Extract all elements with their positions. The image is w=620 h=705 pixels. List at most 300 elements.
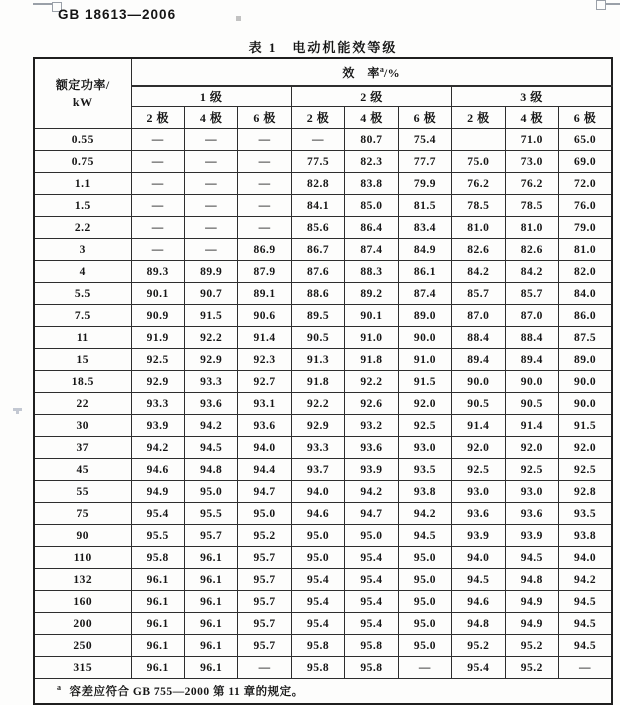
efficiency-cell: 95.2 (238, 525, 291, 547)
efficiency-cell: 94.5 (184, 437, 237, 459)
efficiency-cell: 81.0 (505, 217, 558, 239)
efficiency-cell: 95.4 (291, 591, 344, 613)
efficiency-cell: 95.0 (291, 547, 344, 569)
efficiency-cell: 93.3 (131, 393, 184, 415)
efficiency-cell: 95.8 (131, 547, 184, 569)
grade-3-header: 3 级 (452, 86, 612, 107)
power-cell: 1.5 (34, 195, 131, 217)
efficiency-cell: — (238, 129, 291, 151)
efficiency-cell: 82.0 (559, 261, 613, 283)
power-cell: 110 (34, 547, 131, 569)
efficiency-cell: 90.5 (505, 393, 558, 415)
efficiency-cell: 89.4 (505, 349, 558, 371)
pole-header: 6 极 (398, 107, 451, 129)
efficiency-cell: 86.0 (559, 305, 613, 327)
efficiency-cell: 94.2 (184, 415, 237, 437)
efficiency-cell: 94.9 (505, 591, 558, 613)
efficiency-cell: 90.6 (238, 305, 291, 327)
efficiency-cell: 96.1 (184, 635, 237, 657)
efficiency-cell: 95.7 (238, 635, 291, 657)
footnote-text: 容差应符合 GB 755—2000 第 11 章的规定。 (69, 686, 304, 698)
efficiency-cell: 95.2 (452, 635, 505, 657)
footnote-row (34, 679, 612, 705)
efficiency-cell: 78.5 (505, 195, 558, 217)
efficiency-cell: 95.8 (345, 635, 398, 657)
efficiency-cell: 96.1 (184, 613, 237, 635)
efficiency-cell: — (131, 151, 184, 173)
power-cell: 0.75 (34, 151, 131, 173)
efficiency-cell: 94.4 (238, 459, 291, 481)
efficiency-cell: 82.8 (291, 173, 344, 195)
efficiency-cell: 86.7 (291, 239, 344, 261)
efficiency-cell: 82.3 (345, 151, 398, 173)
efficiency-cell: 84.9 (398, 239, 451, 261)
efficiency-cell: 96.1 (131, 569, 184, 591)
efficiency-cell: 87.0 (505, 305, 558, 327)
efficiency-cell: — (238, 657, 291, 679)
table-row (34, 305, 612, 327)
efficiency-cell: 75.0 (452, 151, 505, 173)
efficiency-cell: 78.5 (452, 195, 505, 217)
efficiency-cell: 95.0 (291, 525, 344, 547)
efficiency-cell: 90.0 (452, 371, 505, 393)
efficiency-cell: 89.0 (398, 305, 451, 327)
efficiency-cell: 93.5 (398, 459, 451, 481)
efficiency-cell: 94.2 (131, 437, 184, 459)
table-body (34, 129, 612, 679)
efficiency-cell: 77.5 (291, 151, 344, 173)
power-cell: 55 (34, 481, 131, 503)
efficiency-cell: 96.1 (184, 547, 237, 569)
efficiency-cell: 95.4 (291, 613, 344, 635)
table-row (34, 217, 612, 239)
table-row (34, 129, 612, 151)
efficiency-cell: 94.6 (131, 459, 184, 481)
efficiency-cell: 93.9 (131, 415, 184, 437)
efficiency-cell: 92.9 (131, 371, 184, 393)
efficiency-cell: 91.0 (398, 349, 451, 371)
power-cell: 7.5 (34, 305, 131, 327)
efficiency-cell: 89.5 (291, 305, 344, 327)
efficiency-cell: 91.4 (238, 327, 291, 349)
power-header-line1: 额定功率/ (55, 78, 110, 93)
pole-header: 6 极 (559, 107, 613, 129)
efficiency-cell: 85.7 (505, 283, 558, 305)
efficiency-cell: — (184, 195, 237, 217)
efficiency-cell: 94.7 (345, 503, 398, 525)
pole-header: 4 极 (345, 107, 398, 129)
power-cell: 15 (34, 349, 131, 371)
efficiency-cell: 81.0 (559, 239, 613, 261)
efficiency-cell: 95.2 (505, 635, 558, 657)
efficiency-cell: 94.8 (452, 613, 505, 635)
power-cell: 11 (34, 327, 131, 349)
efficiency-cell: 83.8 (345, 173, 398, 195)
efficiency-cell: 90.1 (345, 305, 398, 327)
efficiency-cell: 81.0 (452, 217, 505, 239)
table-row (34, 327, 612, 349)
efficiency-cell: 93.6 (505, 503, 558, 525)
efficiency-cell: 87.5 (559, 327, 613, 349)
table-row (34, 415, 612, 437)
efficiency-cell: 95.0 (398, 547, 451, 569)
efficiency-cell: 65.0 (559, 129, 613, 151)
efficiency-table (33, 57, 613, 705)
efficiency-cell: 94.2 (398, 503, 451, 525)
efficiency-cell: 93.0 (452, 481, 505, 503)
efficiency-cell: 79.0 (559, 217, 613, 239)
efficiency-cell: 73.0 (505, 151, 558, 173)
table-row (34, 151, 612, 173)
efficiency-cell: 92.6 (345, 393, 398, 415)
registration-smudge-left-edge (13, 408, 22, 411)
table-row (34, 635, 612, 657)
efficiency-cell: 94.9 (505, 613, 558, 635)
efficiency-cell: — (131, 239, 184, 261)
efficiency-cell: 96.1 (184, 569, 237, 591)
efficiency-label: 效 率 (342, 65, 380, 80)
efficiency-cell: 95.0 (184, 481, 237, 503)
efficiency-cell: 82.6 (452, 239, 505, 261)
efficiency-footnote-ref: a (379, 64, 384, 74)
efficiency-cell: 72.0 (559, 173, 613, 195)
efficiency-cell: 84.0 (559, 283, 613, 305)
table-row (34, 481, 612, 503)
efficiency-cell: 88.4 (452, 327, 505, 349)
efficiency-cell: 76.2 (452, 173, 505, 195)
table-row (34, 195, 612, 217)
efficiency-cell: 95.7 (184, 525, 237, 547)
efficiency-cell: 92.5 (398, 415, 451, 437)
efficiency-cell: 96.1 (131, 613, 184, 635)
table-row (34, 657, 612, 679)
power-cell: 22 (34, 393, 131, 415)
efficiency-cell: — (238, 217, 291, 239)
efficiency-cell: 90.0 (559, 393, 613, 415)
efficiency-cell: 89.0 (559, 349, 613, 371)
efficiency-cell: 92.0 (559, 437, 613, 459)
efficiency-cell: 87.4 (398, 283, 451, 305)
efficiency-cell: 75.4 (398, 129, 451, 151)
efficiency-cell: 93.6 (345, 437, 398, 459)
power-cell: 30 (34, 415, 131, 437)
efficiency-cell: — (559, 657, 613, 679)
table-row (34, 569, 612, 591)
efficiency-cell: 80.7 (345, 129, 398, 151)
power-column-header (34, 58, 131, 129)
efficiency-cell: 87.6 (291, 261, 344, 283)
efficiency-cell: 88.4 (505, 327, 558, 349)
power-cell: 90 (34, 525, 131, 547)
table-row (34, 437, 612, 459)
efficiency-cell: 96.1 (131, 635, 184, 657)
efficiency-cell: — (398, 657, 451, 679)
footnote-cell (34, 679, 612, 705)
power-header-line2: kW (72, 94, 93, 109)
efficiency-cell: 85.7 (452, 283, 505, 305)
efficiency-cell: — (291, 129, 344, 151)
efficiency-cell: 94.9 (131, 481, 184, 503)
standard-number: GB 18613—2006 (58, 7, 177, 22)
efficiency-cell: 85.6 (291, 217, 344, 239)
efficiency-cell: 94.2 (345, 481, 398, 503)
efficiency-cell: 95.4 (345, 569, 398, 591)
efficiency-cell: 92.9 (291, 415, 344, 437)
table-row (34, 525, 612, 547)
efficiency-cell: 90.7 (184, 283, 237, 305)
efficiency-cell: 93.0 (505, 481, 558, 503)
crop-mark-top-right-square (596, 0, 606, 10)
pole-header: 4 极 (184, 107, 237, 129)
efficiency-cell: 90.5 (291, 327, 344, 349)
efficiency-cell: — (184, 151, 237, 173)
power-cell: 1.1 (34, 173, 131, 195)
efficiency-cell: 95.8 (291, 635, 344, 657)
efficiency-cell: 84.2 (505, 261, 558, 283)
efficiency-cell: 89.4 (452, 349, 505, 371)
efficiency-cell: 90.9 (131, 305, 184, 327)
efficiency-cell: 95.4 (345, 591, 398, 613)
efficiency-cell: — (184, 239, 237, 261)
efficiency-cell: 87.9 (238, 261, 291, 283)
efficiency-cell: 95.7 (238, 569, 291, 591)
efficiency-cell: 94.5 (452, 569, 505, 591)
efficiency-cell: 96.1 (184, 657, 237, 679)
efficiency-cell: 93.6 (238, 415, 291, 437)
efficiency-cell: 93.0 (398, 437, 451, 459)
efficiency-cell: 91.4 (505, 415, 558, 437)
efficiency-cell: 92.2 (184, 327, 237, 349)
table-row (34, 613, 612, 635)
grade-1-header: 1 级 (131, 86, 291, 107)
power-cell: 3 (34, 239, 131, 261)
efficiency-cell: 94.5 (559, 591, 613, 613)
power-cell: 2.2 (34, 217, 131, 239)
efficiency-cell: 93.8 (398, 481, 451, 503)
efficiency-cell: 92.8 (559, 481, 613, 503)
power-cell: 45 (34, 459, 131, 481)
efficiency-cell: 95.4 (345, 613, 398, 635)
efficiency-cell: 95.0 (345, 525, 398, 547)
efficiency-cell: 94.7 (238, 481, 291, 503)
efficiency-cell: — (184, 173, 237, 195)
efficiency-cell: 91.8 (345, 349, 398, 371)
efficiency-cell: — (238, 151, 291, 173)
power-cell: 200 (34, 613, 131, 635)
efficiency-cell: 89.9 (184, 261, 237, 283)
efficiency-cell: 91.4 (452, 415, 505, 437)
table-row (34, 283, 612, 305)
efficiency-cell: 94.0 (452, 547, 505, 569)
pole-header: 2 极 (291, 107, 344, 129)
efficiency-cell: 92.0 (452, 437, 505, 459)
power-cell: 5.5 (34, 283, 131, 305)
efficiency-cell: 94.6 (291, 503, 344, 525)
efficiency-cell: 92.2 (291, 393, 344, 415)
table-row (34, 261, 612, 283)
efficiency-cell: 91.0 (345, 327, 398, 349)
efficiency-cell: 94.5 (398, 525, 451, 547)
efficiency-cell: 95.0 (398, 569, 451, 591)
efficiency-cell: 94.8 (184, 459, 237, 481)
efficiency-cell: 94.6 (452, 591, 505, 613)
efficiency-cell: 94.8 (505, 569, 558, 591)
efficiency-cell: — (238, 195, 291, 217)
efficiency-cell: 91.3 (291, 349, 344, 371)
efficiency-cell: 95.2 (505, 657, 558, 679)
pole-header: 2 极 (452, 107, 505, 129)
efficiency-cell: 95.5 (184, 503, 237, 525)
efficiency-cell: 95.7 (238, 613, 291, 635)
efficiency-cell: 87.4 (345, 239, 398, 261)
efficiency-cell: 91.8 (291, 371, 344, 393)
header-row-efficiency (34, 58, 612, 86)
efficiency-cell: 95.0 (398, 613, 451, 635)
efficiency-cell: 95.8 (345, 657, 398, 679)
efficiency-cell: 93.3 (184, 371, 237, 393)
table-row (34, 349, 612, 371)
efficiency-cell: 92.5 (559, 459, 613, 481)
efficiency-cell: 92.0 (505, 437, 558, 459)
efficiency-cell: 95.7 (238, 591, 291, 613)
efficiency-cell: 71.0 (505, 129, 558, 151)
efficiency-cell: 96.1 (131, 657, 184, 679)
efficiency-cell: 93.1 (238, 393, 291, 415)
table-row (34, 173, 612, 195)
efficiency-cell: 85.0 (345, 195, 398, 217)
efficiency-cell: 86.9 (238, 239, 291, 261)
efficiency-cell: 93.8 (559, 525, 613, 547)
efficiency-cell: 92.0 (398, 393, 451, 415)
power-cell: 315 (34, 657, 131, 679)
efficiency-cell: 92.3 (238, 349, 291, 371)
efficiency-cell: 95.0 (398, 591, 451, 613)
efficiency-cell: 95.4 (291, 569, 344, 591)
efficiency-cell: 69.0 (559, 151, 613, 173)
efficiency-cell: 94.5 (559, 635, 613, 657)
efficiency-cell: 91.5 (559, 415, 613, 437)
efficiency-cell: 93.3 (291, 437, 344, 459)
efficiency-cell: 88.6 (291, 283, 344, 305)
efficiency-cell: 93.2 (345, 415, 398, 437)
efficiency-cell: 92.5 (505, 459, 558, 481)
registration-dot (236, 16, 241, 21)
efficiency-cell: 92.5 (131, 349, 184, 371)
power-cell: 37 (34, 437, 131, 459)
power-cell: 4 (34, 261, 131, 283)
efficiency-cell: 86.1 (398, 261, 451, 283)
efficiency-cell: 96.1 (131, 591, 184, 613)
efficiency-cell: 91.5 (398, 371, 451, 393)
efficiency-cell: 95.0 (238, 503, 291, 525)
efficiency-cell: 90.0 (398, 327, 451, 349)
efficiency-cell: 95.5 (131, 525, 184, 547)
efficiency-cell: 90.1 (131, 283, 184, 305)
efficiency-cell: 94.5 (505, 547, 558, 569)
efficiency-header (131, 58, 612, 86)
table-row (34, 547, 612, 569)
efficiency-cell: 94.0 (559, 547, 613, 569)
efficiency-cell: 84.2 (452, 261, 505, 283)
efficiency-cell: 87.0 (452, 305, 505, 327)
table-row (34, 371, 612, 393)
efficiency-cell: 91.9 (131, 327, 184, 349)
efficiency-cell: 93.9 (505, 525, 558, 547)
power-cell: 160 (34, 591, 131, 613)
power-cell: 0.55 (34, 129, 131, 151)
efficiency-cell: 93.9 (345, 459, 398, 481)
efficiency-cell: 96.1 (184, 591, 237, 613)
efficiency-cell: 95.4 (131, 503, 184, 525)
efficiency-cell: 93.9 (452, 525, 505, 547)
efficiency-cell: 79.9 (398, 173, 451, 195)
table-row (34, 393, 612, 415)
efficiency-cell: 76.2 (505, 173, 558, 195)
efficiency-cell: — (184, 217, 237, 239)
table-row (34, 239, 612, 261)
crop-mark-top-right-line (605, 3, 620, 5)
pole-header: 6 极 (238, 107, 291, 129)
power-cell: 75 (34, 503, 131, 525)
power-cell: 250 (34, 635, 131, 657)
efficiency-cell: 89.3 (131, 261, 184, 283)
efficiency-cell: 83.4 (398, 217, 451, 239)
table-title: 表 1 电动机能效等级 (248, 40, 398, 55)
efficiency-cell: — (184, 129, 237, 151)
efficiency-cell: — (131, 129, 184, 151)
efficiency-cell: 77.7 (398, 151, 451, 173)
power-cell: 132 (34, 569, 131, 591)
table-row (34, 459, 612, 481)
grade-2-header: 2 级 (291, 86, 451, 107)
efficiency-cell: 81.5 (398, 195, 451, 217)
efficiency-cell: 91.5 (184, 305, 237, 327)
efficiency-cell: 95.4 (452, 657, 505, 679)
efficiency-cell: 86.4 (345, 217, 398, 239)
efficiency-cell: — (131, 173, 184, 195)
efficiency-cell: 95.8 (291, 657, 344, 679)
footnote-marker: a (57, 683, 62, 693)
efficiency-cell: — (131, 195, 184, 217)
efficiency-cell: 84.1 (291, 195, 344, 217)
efficiency-cell: 92.2 (345, 371, 398, 393)
efficiency-cell (452, 129, 505, 151)
efficiency-cell: 90.0 (559, 371, 613, 393)
efficiency-cell: 93.6 (452, 503, 505, 525)
efficiency-cell: 92.7 (238, 371, 291, 393)
efficiency-cell: 90.5 (452, 393, 505, 415)
efficiency-cell: 94.0 (291, 481, 344, 503)
efficiency-cell: 90.0 (505, 371, 558, 393)
efficiency-cell: 94.2 (559, 569, 613, 591)
efficiency-cell: 82.6 (505, 239, 558, 261)
efficiency-cell: 94.0 (238, 437, 291, 459)
efficiency-cell: — (131, 217, 184, 239)
efficiency-cell: 89.2 (345, 283, 398, 305)
efficiency-cell: 95.0 (398, 635, 451, 657)
pole-header: 2 极 (131, 107, 184, 129)
table-row (34, 591, 612, 613)
efficiency-cell: 92.5 (452, 459, 505, 481)
power-cell: 18.5 (34, 371, 131, 393)
efficiency-cell: 95.4 (345, 547, 398, 569)
table-row (34, 503, 612, 525)
efficiency-cell: 88.3 (345, 261, 398, 283)
efficiency-unit: /% (383, 65, 401, 80)
efficiency-cell: 95.7 (238, 547, 291, 569)
efficiency-cell: 94.5 (559, 613, 613, 635)
efficiency-cell: — (238, 173, 291, 195)
